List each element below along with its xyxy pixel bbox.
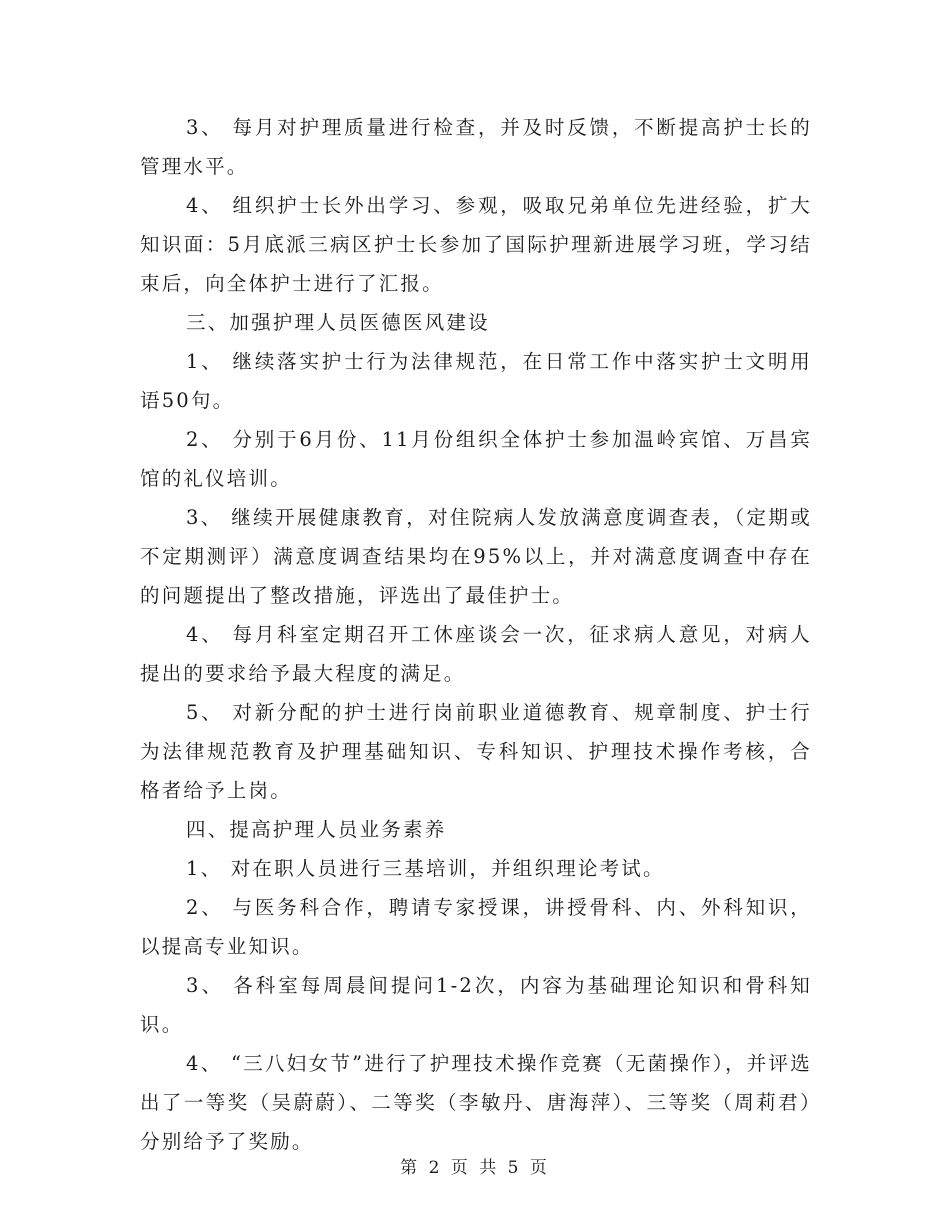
document-body [140,108,812,1161]
paragraph-morning-questions: 3、 各科室每周晨间提问1-2次，内容为基础理论知识和骨科知识。 [140,974,812,1036]
section-heading-professional-quality: 四、提高护理人员业务素养 [186,818,447,841]
paragraph-expert-lectures: 2、 与医务科合作，聘请专家授课，讲授骨科、内、外科知识，以提高专业知识。 [140,896,812,958]
paragraph-head-nurse-study: 4、 组织护士长外出学习、参观，吸取兄弟单位先进经验，扩大知识面：5月底派三病区护士长参加了国际护理新进展学习班，学习结束后，向全体护士进行了汇报。 [140,194,812,295]
paragraph-womens-day-competition: 4、 “三八妇女节”进行了护理技术操作竞赛（无菌操作），并评选出了一等奖（吴蔚蔚）、二等奖（李敏丹、唐海萍）、三等奖（周莉君）分别给予了奖励。 [140,1052,812,1153]
paragraph-etiquette-training: 2、 分别于6月份、11月份组织全体护士参加温岭宾馆、万昌宾馆的礼仪培训。 [140,428,812,490]
paragraph-code-of-conduct: 1、 继续落实护士行为法律规范，在日常工作中落实护士文明用语50句。 [140,350,812,412]
page-number-footer: 第 2 页 共 5 页 [400,1158,550,1178]
paragraph-new-nurse-training: 5、 对新分配的护士进行岗前职业道德教育、规章制度、护士行为法律规范教育及护理基础知识、专科知识、护理技术操作考核，合格者给予上岗。 [140,701,812,802]
section-heading-ethics: 三、加强护理人员医德医风建设 [186,311,490,334]
paragraph-three-basics-training: 1、 对在职人员进行三基培训，并组织理论考试。 [186,857,665,880]
paragraph-monthly-quality-check: 3、 每月对护理质量进行检查，并及时反馈，不断提高护士长的管理水平。 [140,116,812,178]
paragraph-health-education: 3、 继续开展健康教育，对住院病人发放满意度调查表，（定期或不定期测评）满意度调查结果均在95%以上，并对满意度调查中存在的问题提出了整改措施，评选出了最佳护士。 [140,506,812,607]
paragraph-patient-meeting: 4、 每月科室定期召开工休座谈会一次，征求病人意见，对病人提出的要求给予最大程度的满足。 [140,623,812,685]
